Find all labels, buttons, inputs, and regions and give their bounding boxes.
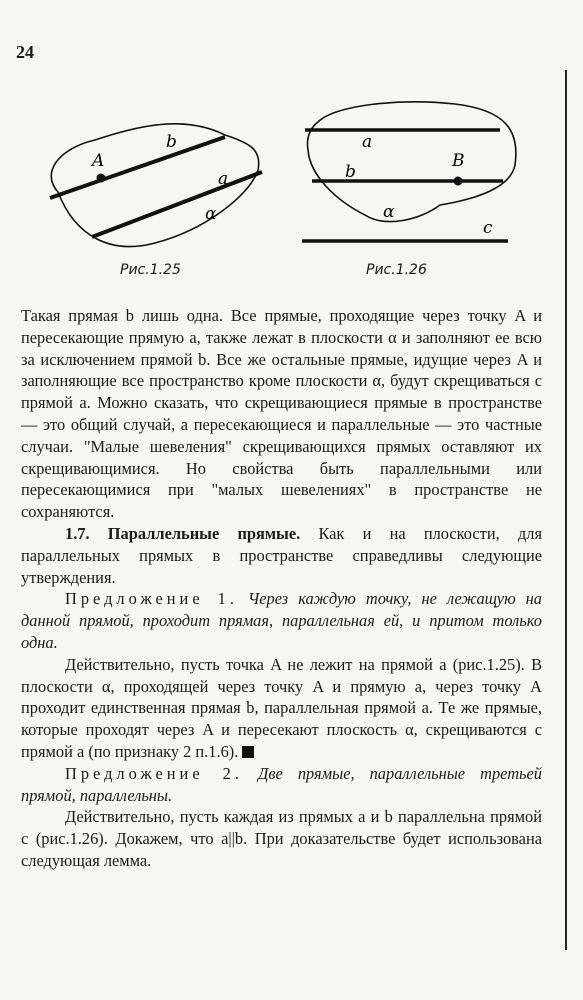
label-A: A [92,151,105,171]
figures-area [0,0,583,290]
paragraph-4: Действительно, пусть каждая из прямых a и b параллельна прямой c (рис.1.26). Докажем, что a||b. При доказательстве будет использована следующая лемма. [21,807,542,870]
proposition-2 [21,763,542,807]
line-a [92,172,262,237]
body-text [21,305,542,872]
point-B [454,177,463,186]
proposition-2-label: Предложение 2. [65,763,243,783]
paragraph-3-text: Действительно, пусть точка A не лежит на прямой a (рис.1.25). В плоскости α, проходящей через точку A и прямую a, через точку A проходит единственная прямая b, параллельная прямой a. Те же прямые, которые проходят через A и пересекают плоскость α, скрещиваются с прямой a (по признаку 2 п.1.6). [21,654,542,761]
figure-1-25 [0,0,583,290]
plane-alpha-outline-2 [307,102,515,222]
proposition-1-label: Предложение 1. [65,589,238,609]
paragraph-2-text: Как и на плоскости, для параллельных прямых в пространстве справедливы следующие утверждения. [21,523,542,587]
proposition-1 [21,588,542,653]
label-a-2: a [362,132,373,152]
proposition-1-text: Через каждую точку, не лежащую на данной прямой, проходит прямая, параллельная ей, и притом только одна. [21,589,542,652]
label-c: c [483,218,493,238]
label-B: B [452,151,465,171]
point-A [97,174,106,183]
section-heading: 1.7. Параллельные прямые. [65,523,301,543]
paragraph-3 [21,654,542,763]
label-b: b [166,132,177,152]
page-number: 24 [16,42,34,62]
qed-square-icon [242,746,254,758]
caption-fig-1-26: Рис.1.26 [366,262,427,278]
label-alpha: α [205,204,217,224]
label-alpha-2: α [383,202,395,222]
proposition-2-text: Две прямые, параллельные третьей прямой, параллельны. [21,763,542,805]
label-b-2: b [345,162,356,182]
label-a: a [218,169,229,189]
paragraph-1: Такая прямая b лишь одна. Все прямые, проходящие через точку A и пересекающие прямую a, также лежат в плоскости α и заполняют ее всю за исключением прямой b. Все же остальные прямые, идущие через A и заполняющие все пространство кроме плоскости α, будут скрещиваться с прямой a. Можно сказать, что скрещивающиеся прямые в пространстве — это общий случай, а пересекающиеся и параллельные — это частные случаи. "Малые шевеления" скрещивающихся прямых оставляют их скрещивающимися. Но свойства быть параллельными или пересекающимися при "малых шевелениях" в пространстве не сохраняются. [21,306,542,522]
paragraph-2 [21,523,542,588]
caption-fig-1-25: Рис.1.25 [120,262,181,278]
